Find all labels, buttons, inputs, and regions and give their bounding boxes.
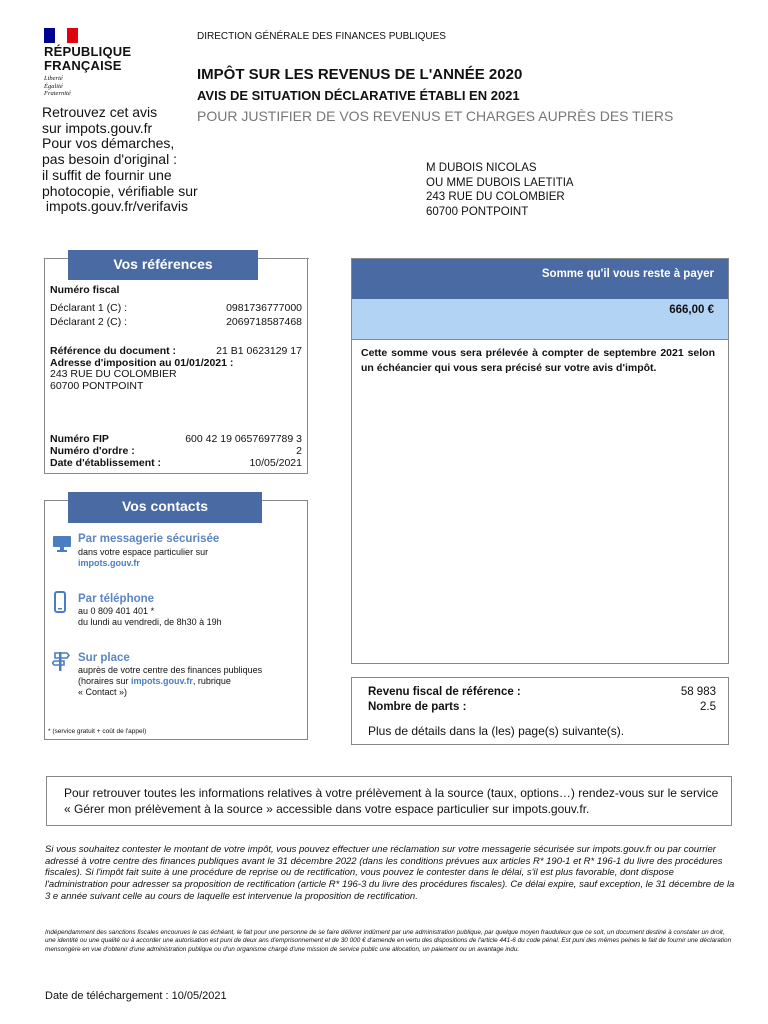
declarant1-label: Déclarant 1 (C) :	[50, 302, 128, 314]
motto-liberte: Liberté	[44, 75, 63, 82]
date-etablissement-label: Date d'établissement :	[50, 457, 162, 469]
address-line: M DUBOIS NICOLAS	[426, 162, 537, 174]
fip-value: 600 42 19 0657697789 3	[185, 433, 302, 445]
address-line: 60700 PONTPOINT	[426, 205, 529, 218]
flag-white-stripe	[55, 28, 66, 43]
fip-row	[50, 433, 302, 445]
phone-icon	[52, 591, 68, 613]
contest-paragraph: Si vous souhaitez contester le montant de votre impôt, vous pouvez effectuer une réclamation sur votre messagerie sécurisée sur impots.gouv.fr ou par courrier adressé à votre centre des finances publiques avant le 31 décembre 2022 (dans les conditions prévues aux articles R* 190-1 et R* 196-1 du livre des procédures fiscales). Si l'impôt fait suite à une procédure de reprise ou de rectification, vous pouvez le contester dans le délai, s'il est plus favorable, dont dispose l'administration pour adresser sa proposition de rectification (article R* 196-3 du livre des procédures fiscales). Ce délai expire, sauf exception, le 31 décembre de la 3 e année suivant celle au cours de laquelle est intervenue la proposition de rectification.	[45, 844, 735, 902]
payment-heading: Somme qu'il vous reste à payer	[352, 259, 728, 299]
payment-separator	[352, 339, 728, 340]
document-title: IMPÔT SUR LES REVENUS DE L'ANNÉE 2020	[197, 66, 523, 83]
retrouvez-line: Pour vos démarches,	[42, 135, 175, 152]
box-border	[44, 258, 69, 259]
document-subtitle: AVIS DE SITUATION DÉCLARATIVE ÉTABLI EN 2021	[197, 88, 520, 103]
ordre-row	[50, 445, 302, 457]
date-etablissement-row	[50, 457, 302, 469]
location-sign-icon	[52, 650, 70, 672]
flag-red-stripe	[67, 28, 78, 43]
flag-blue-stripe	[44, 28, 55, 43]
document-purpose: POUR JUSTIFIER DE VOS REVENUS ET CHARGES AUPRÈS DES TIERS	[197, 108, 674, 124]
prelevement-text: Pour retrouver toutes les informations relatives à votre prélèvement à la source (taux, options…) rendez-vous sur le service « Gérer mon prélèvement à la source » accessible dans votre espace particulier sur impots.gouv.fr.	[64, 786, 719, 816]
date-etablissement-value: 10/05/2021	[249, 457, 302, 469]
computer-icon	[52, 534, 72, 554]
retrouvez-line: impots.gouv.fr/verifavis	[42, 198, 189, 215]
ref-doc-label: Référence du document :	[50, 345, 177, 357]
logo-name-line1: RÉPUBLIQUE	[44, 44, 132, 59]
ordre-value: 2	[296, 445, 302, 457]
direction-label: DIRECTION GÉNÉRALE DES FINANCES PUBLIQUES	[197, 31, 446, 42]
retrouvez-line: il suffit de fournir une	[42, 166, 172, 183]
ref-doc-value: 21 B1 0623129 17	[216, 345, 302, 357]
place-text2: (horaires sur impots.gouv.fr, rubrique	[78, 676, 231, 686]
numero-fiscal-label: Numéro fiscal	[50, 284, 120, 296]
logo-name-line2: FRANÇAISE	[44, 58, 122, 73]
declarant2-row	[50, 316, 302, 328]
recipient-address	[426, 161, 574, 219]
retrouvez-line: Retrouvez cet avis	[42, 104, 158, 120]
declarant2-value: 2069718587468	[226, 316, 302, 328]
place-text3: « Contact »)	[78, 687, 128, 697]
retrouvez-notice	[42, 105, 217, 215]
telephone-title: Par téléphone	[78, 593, 155, 605]
telephone-hours: du lundi au vendredi, de 8h30 à 19h	[78, 617, 222, 627]
place-text1: auprès de votre centre des finances publiques	[78, 665, 263, 675]
retrouvez-line: sur impots.gouv.fr	[42, 119, 153, 136]
more-details: Plus de détails dans la (les) page(s) suivante(s).	[368, 724, 625, 738]
motto-fraternite: Fraternité	[44, 90, 71, 97]
logo-motto	[44, 75, 71, 98]
french-flag	[44, 28, 78, 43]
contacts-note: * (service gratuit + coût de l'appel)	[48, 728, 147, 735]
legal-paragraph: Indépendamment des sanctions fiscales encourues le cas échéant, le fait pour une personne de se faire délivrer indûment par une administration publique, par quelque moyen frauduleux que ce soit, un document destiné à constater un droit, une identité ou une qualité ou à accorder une autorisation est puni de deux ans d'emprisonnement et de 30 000 € d'amende en vertu des dispositions de l'article 441-6 du code pénal. Est puni des mêmes peines le fait de fournir une déclaration mensongère en vue d'obtenir d'une administration publique ou d'un organisme chargé d'une mission de service public une allocation, un paiement ou un avantage indu.	[45, 929, 732, 953]
download-date: Date de téléchargement : 10/05/2021	[45, 990, 227, 1002]
adresse-line2: 60700 PONTPOINT	[50, 380, 144, 392]
place-title: Sur place	[78, 652, 130, 664]
ref-doc-row	[50, 345, 302, 357]
payment-amount: 666,00 €	[352, 299, 728, 339]
parts-label: Nombre de parts :	[368, 701, 467, 713]
motto-egalite: Égalité	[44, 82, 63, 90]
telephone-number: au 0 809 401 401 *	[78, 606, 155, 616]
declarant1-row	[50, 302, 302, 314]
republique-francaise-logo	[44, 45, 131, 73]
declarant1-value: 0981736777000	[226, 302, 302, 314]
rfr-label: Revenu fiscal de référence :	[368, 686, 521, 698]
adresse-label: Adresse d'imposition au 01/01/2021 :	[50, 357, 234, 369]
address-line: OU MME DUBOIS LAETITIA	[426, 176, 574, 189]
rfr-row	[368, 686, 716, 698]
references-heading: Vos références	[68, 250, 258, 280]
ordre-label: Numéro d'ordre :	[50, 445, 135, 457]
retrouvez-line: pas besoin d'original :	[42, 151, 177, 168]
messagerie-title: Par messagerie sécurisée	[78, 533, 220, 545]
rfr-value: 58 983	[680, 686, 716, 698]
parts-value: 2.5	[700, 701, 716, 713]
parts-row	[368, 701, 716, 713]
place-link[interactable]: impots.gouv.fr	[131, 676, 193, 686]
box-border	[258, 258, 309, 259]
address-line: 243 RUE DU COLOMBIER	[426, 191, 565, 204]
declarant2-label: Déclarant 2 (C) :	[50, 316, 128, 328]
contacts-heading: Vos contacts	[68, 492, 262, 523]
payment-text: Cette somme vous sera prélevée à compter de septembre 2021 selon un échéancier qui vous sera précisé sur votre avis d'impôt.	[361, 347, 715, 374]
fip-label: Numéro FIP	[50, 433, 109, 445]
retrouvez-line: photocopie, vérifiable sur	[42, 182, 198, 199]
messagerie-text: dans votre espace particulier sur	[78, 547, 209, 557]
adresse-line1: 243 RUE DU COLOMBIER	[50, 368, 177, 380]
messagerie-link[interactable]: impots.gouv.fr	[78, 558, 140, 568]
